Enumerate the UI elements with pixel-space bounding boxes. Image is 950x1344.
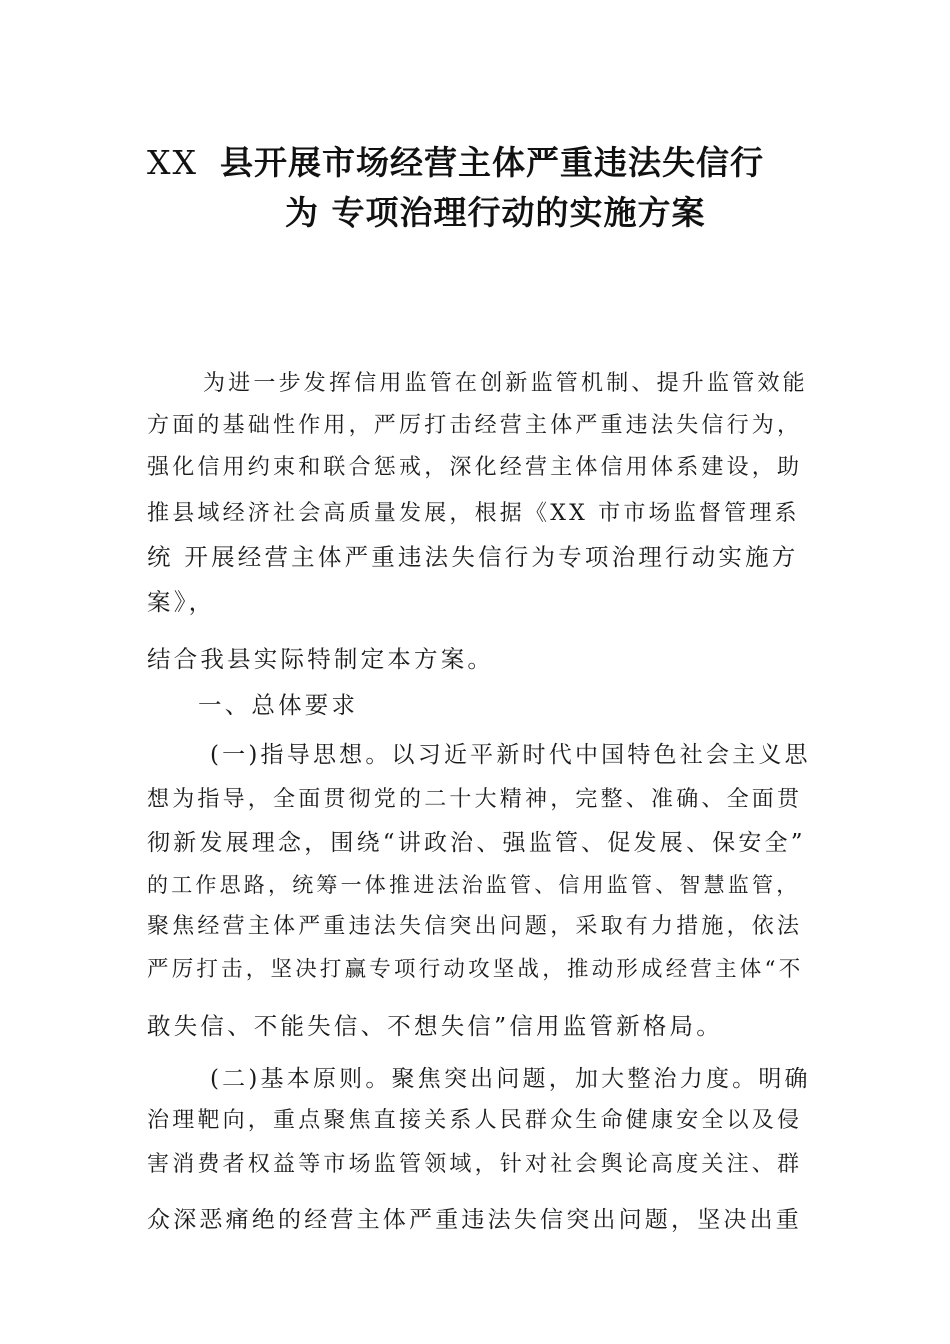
title-prefix: XX [147, 143, 198, 182]
paragraph-line: (一)指导思想。以习近平新时代中国特色社会主义思 [210, 742, 811, 768]
paragraph-line: 为进一步发挥信用监管在创新监管机制、提升监管效能 [203, 371, 808, 396]
document-title-line-2: 为 专项治理行动的实施方案 [285, 193, 706, 232]
paragraph-line: 的工作思路，统筹一体推进法治监管、信用监管、智慧监管， [147, 873, 801, 897]
paragraph-line: 方面的基础性作用，严厉打击经营主体严重违法失信行为， [147, 413, 803, 438]
paragraph-line: 想为指导，全面贯彻党的二十大精神，完整、准确、全面贯 [147, 787, 803, 812]
paragraph-line: 结合我县实际特制定本方案。 [147, 645, 495, 673]
title-line-1-text: 县开展市场经营主体严重违法失信行 [220, 143, 764, 182]
paragraph-line: 统 开展经营主体严重违法失信行为专项治理行动实施方 [147, 543, 799, 571]
paragraph-line: 严厉打击，坚决打赢专项行动攻坚战，推动形成经营主体“不 [147, 957, 804, 982]
paragraph-line: 案》， [147, 588, 216, 616]
paragraph-line: 治理靶向，重点聚焦直接关系人民群众生命健康安全以及侵 [147, 1108, 803, 1133]
section-heading: 一、总体要求 [198, 691, 359, 719]
paragraph-line: 彻新发展理念，围绕“讲政治、强监管、促发展、保安全” [147, 830, 806, 856]
document-title-line-1 [147, 143, 764, 183]
paragraph-line: 众深恶痛绝的经营主体严重违法失信突出问题，坚决出重 [147, 1207, 802, 1233]
paragraph-line: 推县域经济社会高质量发展，根据《XX 市市场监督管理系 [147, 501, 800, 526]
paragraph-line: 敢失信、不能失信、不想失信”信用监管新格局。 [147, 1012, 723, 1040]
paragraph-line: (二)基本原则。聚焦突出问题，加大整治力度。明确 [210, 1066, 811, 1092]
paragraph-line: 强化信用约束和联合惩戒，深化经营主体信用体系建设，助 [147, 455, 803, 480]
paragraph-line: 害消费者权益等市场监管领域，针对社会舆论高度关注、群 [147, 1152, 803, 1177]
paragraph-line: 聚焦经营主体严重违法失信突出问题，采取有力措施，依法 [147, 914, 803, 939]
